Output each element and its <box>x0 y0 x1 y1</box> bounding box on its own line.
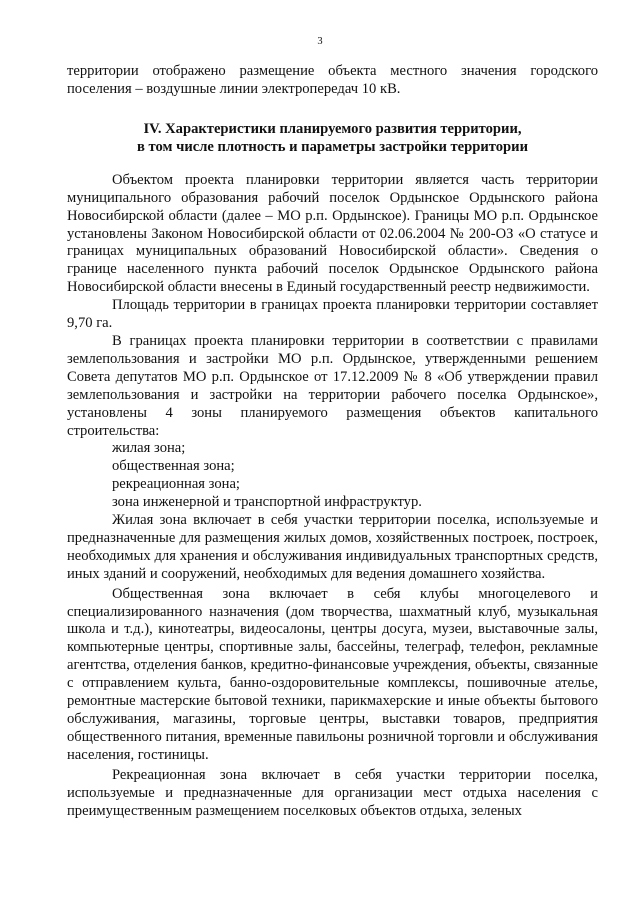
zone-item-public: общественная зона; <box>112 458 235 475</box>
paragraph-residential-zone: Жилая зона включает в себя участки территории поселка, используемые и предназначенные для размещения жилых домов, хозяйственных построек, построек, необходимых для хранения и обслуживания индивидуальных транспортных средств, иных зданий и сооружений, необходимых для ведения домашнего хозяйства. <box>67 512 598 582</box>
section-heading-line1: IV. Характеристики планируемого развития территории, <box>143 120 522 137</box>
paragraph-public-zone: Общественная зона включает в себя клубы многоцелевого и специализированного назначения (дом творчества, шахматный клуб, музыкальная школа и т.д.), кинотеатры, видеосалоны, центры досуга, музеи, выставочные залы, компьютерные центры, спортивные залы, бассейны, телеграф, телефон, рекламные агентства, отделения банков, кредитно-финансовые учреждения, объекты, связанные с отправлением культа, банно-оздоровительные комплексы, пошивочные ателье, ремонтные мастерские бытовой техники, парикмахерские и иные объекты бытового обслуживания, магазины, торговые центры, выставки товаров, предприятия общественного питания, временные павильоны розничной торговли и обслуживания населения, гостиницы. <box>67 585 598 763</box>
section-heading-line2: в том числе плотность и параметры застройки территории <box>137 138 528 155</box>
paragraph-recreational-zone: Рекреационная зона включает в себя участки территории поселка, используемые и предназначенные для организации мест отдыха населения с преимущественным размещением поселковых объектов отдыха, зеленых <box>67 766 598 819</box>
paragraph-zones-intro: В границах проекта планировки территории в соответствии с правилами землепользования и застройки МО р.п. Ордынское, утвержденными решением Совета депутатов МО р.п. Ордынское от 17.12.2009 № 8 «Об утверждении правил землепользования и застройки на территории рабочего поселка Ордынское», установлены 4 зоны планируемого размещения объектов капитального строительства: <box>67 332 598 439</box>
paragraph-area: Площадь территории в границах проекта планировки территории составляет 9,70 га. <box>67 297 598 332</box>
page-content <box>67 63 598 820</box>
section-heading <box>67 120 598 156</box>
paragraph-project-object: Объектом проекта планировки территории является часть территории муниципального образования рабочий поселок Ордынское Ордынского района Новосибирской области (далее – МО р.п. Ордынское). Границы МО р.п. Ордынское установлены Законом Новосибирской области от 02.06.2004 № 200-ОЗ «О статусе и границах муниципальных образований Новосибирской области». Сведения о границе населенного пункта рабочий поселок Ордынское Ордынского района Новосибирской области внесены в Единый государственный реестр недвижимости. <box>67 171 598 296</box>
zone-item-recreational: рекреационная зона; <box>112 476 240 493</box>
page-number: 3 <box>317 36 323 47</box>
zone-item-infrastructure: зона инженерной и транспортной инфраструктур. <box>112 494 422 511</box>
zones-list <box>67 440 598 512</box>
intro-paragraph: территории отображено размещение объекта местного значения городского поселения – воздушные линии электропередач 10 кВ. <box>67 63 598 97</box>
zone-item-residential: жилая зона; <box>112 440 186 457</box>
